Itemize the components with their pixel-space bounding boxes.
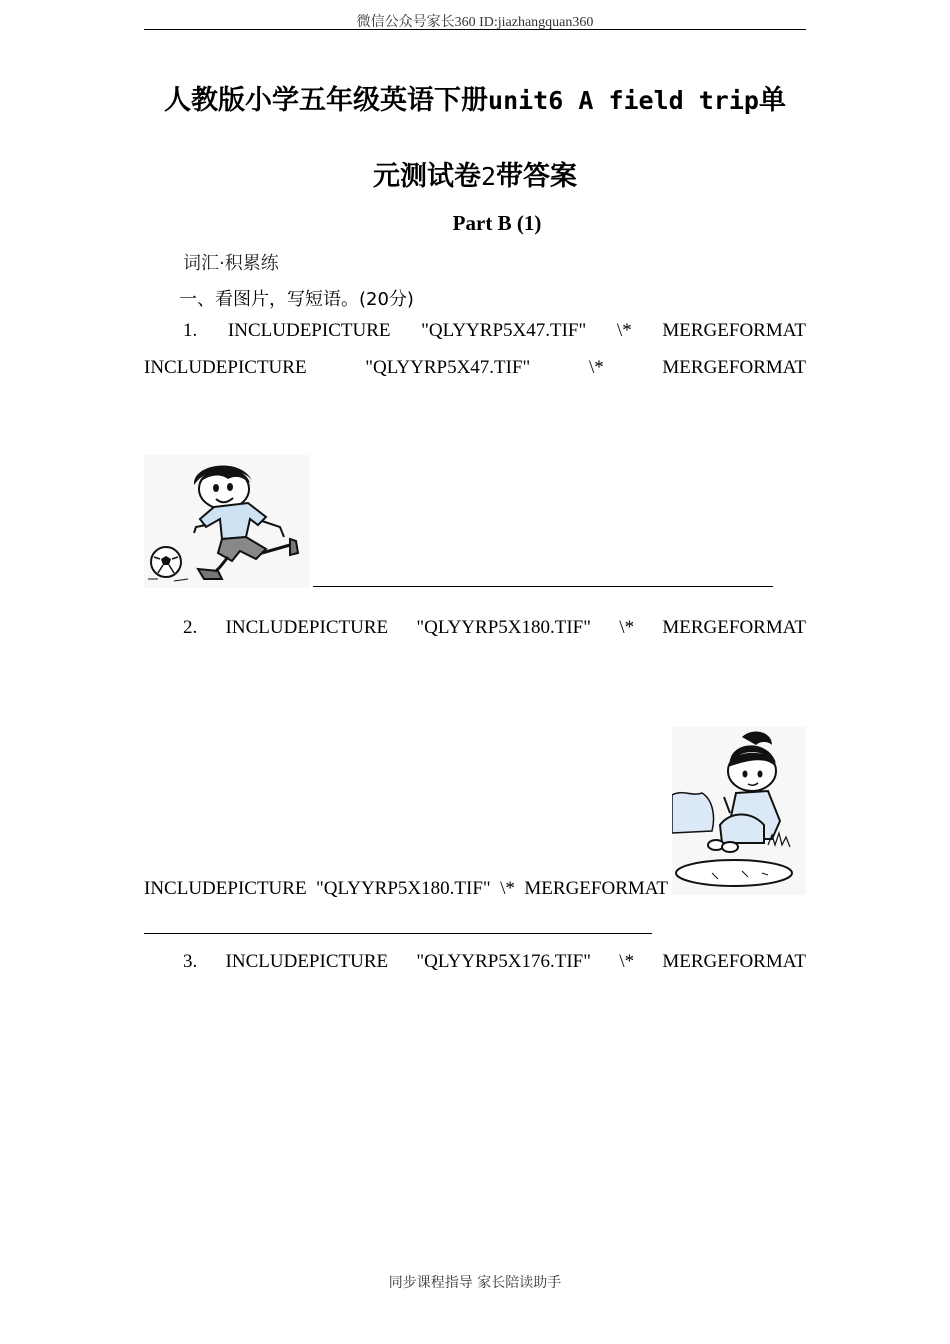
item-1b-format: MERGEFORMAT (662, 357, 806, 378)
item-1-number: 1. (183, 320, 198, 341)
header-divider (144, 29, 806, 30)
title-line-2 (144, 154, 806, 193)
item-3-switch: \* (619, 951, 635, 972)
page-footer: 同步课程指导 家长陪读助手 (388, 1275, 562, 1291)
boy-kicking-football-picture (144, 455, 309, 588)
title-cn-part-c: 元测试卷 (372, 161, 481, 192)
title-number: 2 (480, 162, 497, 191)
page-header: 微信公众号家长360 ID:jiazhangquan360 (356, 15, 594, 30)
item-1b-switch: \* (588, 357, 604, 378)
title-cn-part-a: 人教版小学五年级英语下册 (164, 85, 489, 116)
item-1-format: MERGEFORMAT (662, 320, 806, 341)
item-1b-field-code: INCLUDEPICTURE (144, 357, 307, 378)
item-3-number: 3. (183, 951, 198, 972)
answer-blank-2[interactable] (144, 933, 652, 934)
item-1-line-2 (144, 357, 806, 379)
item-2-format: MERGEFORMAT (662, 617, 806, 638)
title-line-1 (144, 78, 806, 117)
item-2-number: 2. (183, 617, 198, 638)
title-cn-part-d: 带答案 (496, 161, 578, 192)
item-1-line-1 (183, 320, 806, 342)
title-cn-part-b: 单 (758, 85, 786, 116)
item-3-filename: "QLYYRP5X176.TIF" (416, 951, 591, 972)
item-1b-filename: "QLYYRP5X47.TIF" (365, 357, 531, 378)
item-1-switch: \* (616, 320, 632, 341)
item-2-line-2: INCLUDEPICTURE "QLYYRP5X180.TIF" \* MERGEFORMAT (144, 878, 668, 899)
item-3-format: MERGEFORMAT (662, 951, 806, 972)
girl-sitting-writing-picture (672, 727, 806, 895)
item-1-filename: "QLYYRP5X47.TIF" (421, 320, 587, 341)
item-2-switch: \* (619, 617, 635, 638)
item-2-field-code: INCLUDEPICTURE (225, 617, 389, 638)
item-1-field-code: INCLUDEPICTURE (227, 320, 391, 341)
part-heading: Part B (1) (452, 211, 542, 235)
section-label: 词汇·积累练 (183, 253, 279, 274)
question-heading: 一、看图片，写短语。(20分) (179, 289, 414, 310)
title-en-part: unit6 A field trip (488, 86, 759, 115)
answer-blank-1[interactable] (313, 586, 773, 587)
item-3-field-code: INCLUDEPICTURE (225, 951, 389, 972)
item-2-filename: "QLYYRP5X180.TIF" (416, 617, 591, 638)
item-3-line-1 (183, 951, 806, 973)
item-2-line-1 (183, 617, 806, 639)
